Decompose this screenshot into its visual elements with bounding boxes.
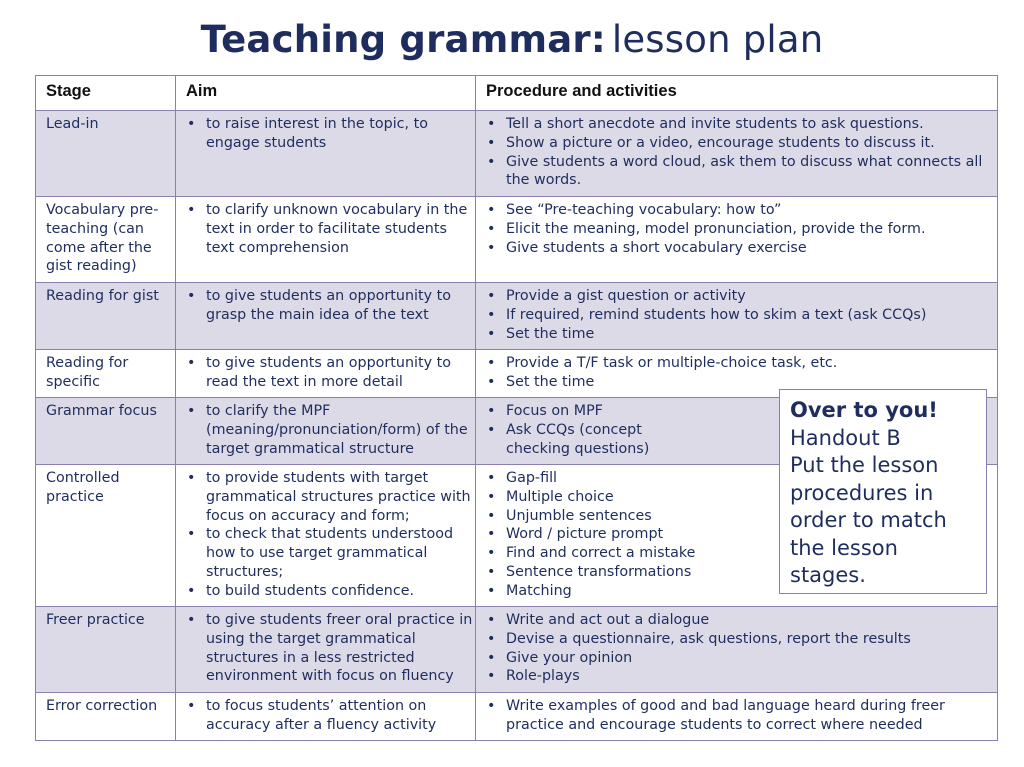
callout-line: Handout B: [790, 425, 901, 450]
procedure-item: • Elicit the meaning, model pronunciation, provide the form.: [486, 220, 997, 239]
table-row: [36, 693, 998, 741]
aim-item: • to build students confidence.: [186, 582, 475, 601]
procedure-cell: [476, 111, 998, 197]
aim-item: • to raise interest in the topic, to engage students: [186, 115, 475, 153]
table-row: [36, 607, 998, 693]
stage-cell: Reading for gist: [36, 283, 176, 350]
procedure-cell: [476, 607, 998, 693]
page-title: [0, 18, 1024, 61]
procedure-item: • Matching: [486, 582, 997, 601]
callout-heading: Over to you!: [790, 398, 938, 422]
aim-item: • to provide students with target grammatical structures practice with focus on accuracy and form;: [186, 469, 475, 525]
aim-cell: [176, 111, 476, 197]
header-procedure: Procedure and activities: [476, 76, 998, 111]
procedure-item: • Set the time: [486, 373, 997, 392]
procedure-item: • Show a picture or a video, encourage students to discuss it.: [486, 134, 997, 153]
table-header-row: [36, 76, 998, 111]
procedure-item: • Ask CCQs (concept checking questions): [486, 421, 707, 459]
header-aim: Aim: [176, 76, 476, 111]
aim-cell: [176, 398, 476, 465]
procedure-item: • Word / picture prompt: [486, 525, 997, 544]
aim-item: • to give students an opportunity to grasp the main idea of the text: [186, 287, 475, 325]
header-stage: Stage: [36, 76, 176, 111]
aim-cell: [176, 693, 476, 741]
procedure-item: • Sentence transformations: [486, 563, 997, 582]
procedure-item: • Give students a word cloud, ask them to discuss what connects all the words.: [486, 153, 997, 191]
procedure-item: • Write examples of good and bad language heard during freer practice and encourage students to correct where needed: [486, 697, 997, 735]
stage-cell: Controlled practice: [36, 465, 176, 607]
aim-item: • to clarify the MPF (meaning/pronunciation/form) of the target grammatical structure: [186, 402, 475, 458]
stage-cell: Reading for specific: [36, 350, 176, 398]
over-to-you-callout: [779, 389, 987, 594]
stage-cell: Lead-in: [36, 111, 176, 197]
procedure-item: • Set the time: [486, 325, 997, 344]
procedure-item: • Role-plays: [486, 667, 997, 686]
aim-cell: [176, 607, 476, 693]
stage-cell: Vocabulary pre-teaching (can come after the gist reading): [36, 197, 176, 283]
procedure-item: • Focus on MPF: [486, 402, 707, 421]
aim-item: • to check that students understood how to use target grammatical structures;: [186, 525, 475, 581]
procedure-item: • Tell a short anecdote and invite students to ask questions.: [486, 115, 997, 134]
aim-cell: [176, 350, 476, 398]
procedure-item: • Provide a gist question or activity: [486, 287, 997, 306]
aim-item: • to give students freer oral practice in using the target grammatical structures in a less restricted environment with focus on fluency: [186, 611, 475, 686]
procedure-item: • See “Pre-teaching vocabulary: how to”: [486, 201, 997, 220]
procedure-item: • Write and act out a dialogue: [486, 611, 997, 630]
table-row: [36, 197, 998, 283]
procedure-item: • Multiple choice: [486, 488, 997, 507]
title-normal: lesson plan: [611, 18, 824, 61]
aim-item: • to clarify unknown vocabulary in the text in order to facilitate students text comprehension: [186, 201, 475, 257]
title-bold: Teaching grammar:: [200, 18, 606, 61]
procedure-item: • Devise a questionnaire, ask questions, report the results: [486, 630, 997, 649]
procedure-item: • Give your opinion: [486, 649, 997, 668]
table-row: [36, 111, 998, 197]
stage-cell: Grammar focus: [36, 398, 176, 465]
table-row: [36, 283, 998, 350]
callout-line: Put the lesson procedures in order to match the lesson stages.: [790, 453, 947, 587]
aim-item: • to give students an opportunity to read the text in more detail: [186, 354, 475, 392]
stage-cell: Freer practice: [36, 607, 176, 693]
procedure-cell: [476, 283, 998, 350]
stage-cell: Error correction: [36, 693, 176, 741]
aim-cell: [176, 465, 476, 607]
procedure-item: • Find and correct a mistake: [486, 544, 997, 563]
procedure-cell: [476, 197, 998, 283]
aim-cell: [176, 197, 476, 283]
procedure-item: • Provide a T/F task or multiple-choice task, etc.: [486, 354, 997, 373]
procedure-item: • Gap-fill: [486, 469, 997, 488]
procedure-item: • Unjumble sentences: [486, 507, 997, 526]
procedure-cell: [476, 693, 998, 741]
aim-cell: [176, 283, 476, 350]
procedure-item: • If required, remind students how to skim a text (ask CCQs): [486, 306, 997, 325]
aim-item: • to focus students’ attention on accuracy after a fluency activity: [186, 697, 475, 735]
procedure-item: • Give students a short vocabulary exercise: [486, 239, 997, 258]
